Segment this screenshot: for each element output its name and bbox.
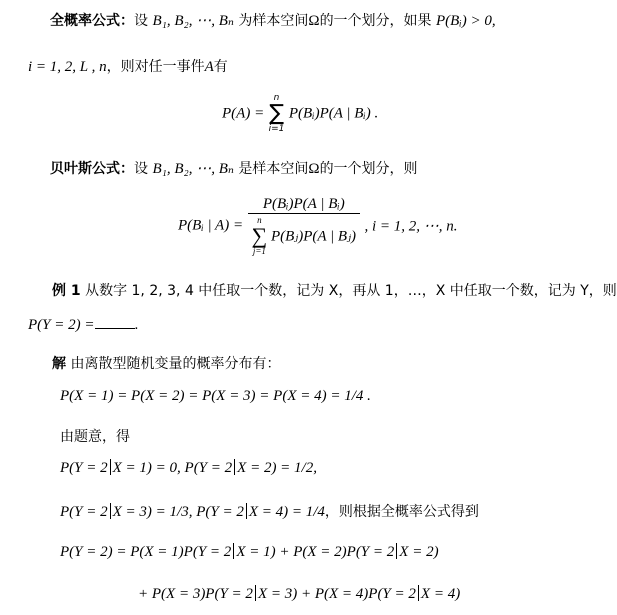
- by-meaning: 由题意，得: [60, 429, 130, 445]
- bayes-colon: ：: [120, 161, 134, 177]
- conditional-bar: [396, 543, 397, 559]
- eq3-text: ，则根据全概率公式得到: [324, 504, 479, 520]
- solution-eq5: [138, 585, 460, 603]
- bayes-lhs: P(Bᵢ | A) =: [178, 217, 244, 234]
- total-prob-text1: 设: [134, 13, 148, 29]
- bayes-numerator: P(Bᵢ)P(A | Bᵢ): [262, 196, 345, 212]
- eq4-part-c: X = 2): [399, 544, 439, 560]
- total-prob-line2-text2: 有: [213, 59, 228, 75]
- eq4-part-b: X = 1) + P(X = 2)P(Y = 2: [236, 544, 395, 560]
- sum-operator: [269, 94, 285, 134]
- example-label: 例 1: [52, 283, 81, 299]
- eq2-part-b: X = 1) = 0, P(Y = 2: [112, 460, 233, 476]
- example-text: 从数字 1, 2, 3, 4 中任取一个数，记为 X，再从 1，…，X 中任取一个数，记为 Y，则: [85, 283, 617, 299]
- index-range: i = 1, 2, L , n: [28, 59, 107, 75]
- bayes-sum-lower: j=1: [252, 246, 266, 256]
- conditional-bar: [233, 543, 234, 559]
- solution-label: 解: [52, 356, 66, 372]
- total-prob-colon: ：: [120, 13, 134, 29]
- question-end: .: [134, 317, 139, 333]
- total-prob-condition: P(Bᵢ) > 0,: [436, 13, 496, 29]
- solution-intro-text: 由离散型随机变量的概率分布有：: [70, 356, 281, 372]
- bayes-text3: 的一个划分，则: [319, 161, 418, 177]
- conditional-bar: [255, 585, 256, 601]
- conditional-bar: [418, 585, 419, 601]
- conditional-bar: [110, 459, 111, 475]
- bayes-line1: [50, 158, 418, 178]
- sigma-symbol: ∑: [269, 101, 284, 126]
- eq2-part-c: X = 2) = 1/2,: [237, 460, 317, 476]
- bayes-sum-upper: n: [257, 215, 262, 225]
- total-prob-formula: [222, 94, 378, 134]
- total-prob-text3: 的一个划分，如果: [319, 13, 432, 29]
- total-prob-line1: [50, 10, 496, 30]
- bayes-sigma: ∑: [251, 223, 268, 248]
- total-prob-line2: [28, 56, 228, 76]
- event-a: A: [204, 59, 214, 75]
- bayes-fraction: [248, 196, 361, 256]
- bayes-text2: 是样本空间: [238, 161, 309, 177]
- solution-eq4: [60, 543, 439, 561]
- bayes-omega: Ω: [308, 161, 320, 177]
- bayes-denominator-row: [248, 213, 361, 256]
- bayes-denominator: P(Bⱼ)P(A | Bⱼ): [270, 228, 357, 245]
- bayes-sum-operator: [252, 216, 268, 256]
- solution-intro: [52, 353, 280, 373]
- conditional-bar: [234, 459, 235, 475]
- eq3-part-b: X = 3) = 1/3, P(Y = 2: [112, 504, 244, 520]
- bayes-tail: , i = 1, 2, ⋯, n.: [364, 218, 458, 235]
- question-math: P(Y = 2) =: [28, 317, 95, 333]
- eq5-part-a: + P(X = 3)P(Y = 2: [138, 586, 253, 602]
- total-prob-lhs: P(A) =: [222, 105, 265, 122]
- eq3-part-c: X = 4) = 1/4: [248, 504, 325, 520]
- eq4-part-a: P(Y = 2) = P(X = 1)P(Y = 2: [60, 544, 232, 560]
- eq3-part-a: P(Y = 2: [60, 504, 108, 520]
- total-prob-line2-text: ，则对任一事件: [106, 59, 205, 75]
- total-prob-rhs: P(Bᵢ)P(A | Bᵢ) .: [288, 105, 379, 122]
- example-line: [52, 280, 617, 300]
- bayes-formula: [178, 196, 458, 256]
- omega-symbol: Ω: [308, 13, 320, 29]
- conditional-bar: [246, 503, 247, 519]
- bayes-partition: B₁, B₂, ⋯, Bₙ: [152, 161, 234, 177]
- answer-blank[interactable]: [95, 316, 135, 329]
- example-question: [28, 316, 138, 334]
- sum-upper-limit: n: [273, 93, 280, 103]
- eq5-part-b: X = 3) + P(X = 4)P(Y = 2: [257, 586, 416, 602]
- solution-eq1: P(X = 1) = P(X = 2) = P(X = 3) = P(X = 4) = 1/4 .: [60, 388, 371, 404]
- eq2-part-a: P(Y = 2: [60, 460, 108, 476]
- eq5-part-c: X = 4): [420, 586, 461, 602]
- conditional-bar: [110, 503, 111, 519]
- solution-eq3: [60, 501, 479, 521]
- bayes-text1: 设: [134, 161, 148, 177]
- total-prob-text2: 为样本空间: [238, 13, 309, 29]
- total-prob-label: 全概率公式: [50, 13, 120, 29]
- bayes-label: 贝叶斯公式: [50, 161, 120, 177]
- sum-lower-limit: i=1: [268, 124, 285, 134]
- total-prob-partition: B₁, B₂, ⋯, Bₙ: [152, 13, 234, 29]
- solution-eq2: [60, 459, 317, 477]
